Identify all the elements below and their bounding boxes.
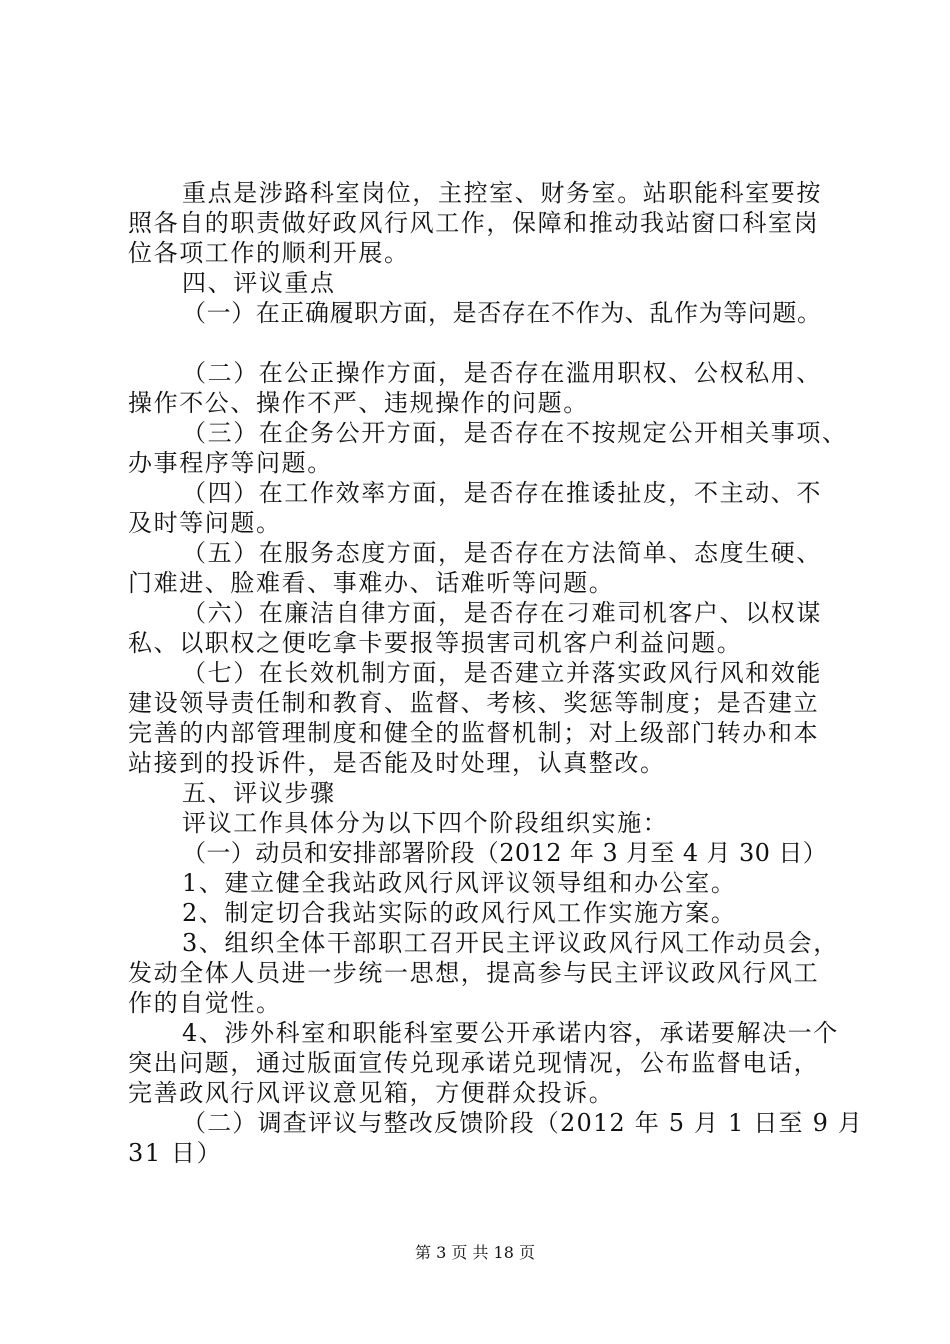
body-line: 办事程序等问题。 <box>128 449 333 477</box>
body-line: （四）在工作效率方面，是否存在推诿扯皮，不主动、不 <box>182 479 822 507</box>
body-line: 重点是涉路科室岗位，主控室、财务室。站职能科室要按 <box>182 179 822 207</box>
body-line: 作的自觉性。 <box>128 989 282 1017</box>
body-line: 评议工作具体分为以下四个阶段组织实施： <box>182 809 669 837</box>
body-line: 2、制定切合我站实际的政风行风工作实施方案。 <box>182 899 737 927</box>
body-line: 建设领导责任制和教育、监督、考核、奖惩等制度；是否建立 <box>128 689 820 717</box>
page-number-footer: 第 3 页 共 18 页 <box>415 1243 535 1262</box>
body-line: （一）动员和安排部署阶段（2012 年 3 月至 4 月 30 日） <box>182 839 828 867</box>
body-line: 位各项工作的顺利开展。 <box>128 239 410 267</box>
body-line: 3、组织全体干部职工召开民主评议政风行风工作动员会， <box>182 929 839 957</box>
section-heading: 五、评议步骤 <box>182 779 336 807</box>
body-line: （五）在服务态度方面，是否存在方法简单、态度生硬、 <box>182 539 822 567</box>
body-line: （二）在公正操作方面，是否存在滥用职权、公权私用、 <box>182 359 822 387</box>
body-line: 发动全体人员进一步统一思想，提高参与民主评议政风行风工 <box>128 959 820 987</box>
body-line: 门难进、脸难看、事难办、话难听等问题。 <box>128 569 615 597</box>
body-line: 及时等问题。 <box>128 509 282 537</box>
body-line: 突出问题，通过版面宣传兑现承诺兑现情况，公布监督电话， <box>128 1049 820 1077</box>
body-line: 站接到的投诉件，是否能及时处理，认真整改。 <box>128 749 666 777</box>
body-line: 私、以职权之便吃拿卡要报等损害司机客户利益问题。 <box>128 629 743 657</box>
section-heading: 四、评议重点 <box>182 269 336 297</box>
body-line: 照各自的职责做好政风行风工作，保障和推动我站窗口科室岗 <box>128 209 820 237</box>
body-line: （一）在正确履职方面，是否存在不作为、乱作为等问题。 <box>182 299 822 327</box>
body-line: 完善政风行风评议意见箱，方便群众投诉。 <box>128 1079 615 1107</box>
body-line: 4、涉外科室和职能科室要公开承诺内容，承诺要解决一个 <box>182 1019 839 1047</box>
body-line: （七）在长效机制方面，是否建立并落实政风行风和效能 <box>182 659 822 687</box>
body-line: 完善的内部管理制度和健全的监督机制；对上级部门转办和本 <box>128 719 820 747</box>
body-line: 31 日） <box>128 1139 223 1167</box>
body-line: 1、建立健全我站政风行风评议领导组和办公室。 <box>182 869 737 897</box>
body-line: （六）在廉洁自律方面，是否存在刁难司机客户、以权谋 <box>182 599 822 627</box>
body-line: （三）在企务公开方面，是否存在不按规定公开相关事项、 <box>182 419 848 447</box>
body-line: 操作不公、操作不严、违规操作的问题。 <box>128 389 589 417</box>
body-line: （二）调查评议与整改反馈阶段（2012 年 5 月 1 日至 9 月 <box>182 1109 864 1137</box>
